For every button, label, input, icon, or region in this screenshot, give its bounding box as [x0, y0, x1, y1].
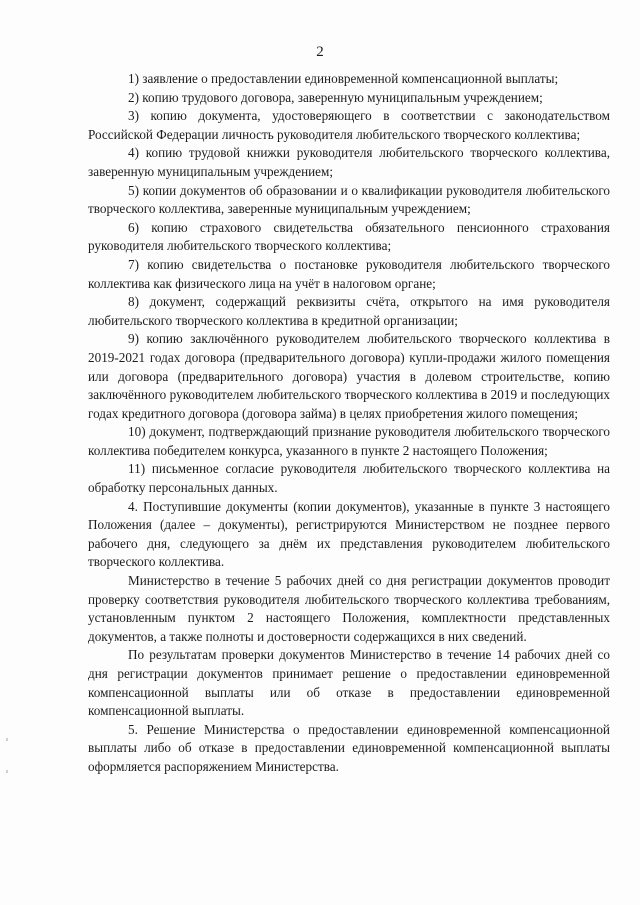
verification-paragraph: Министерство в течение 5 рабочих дней со дня регистрации документов проводит проверку соответствия руководителя любительского творческого коллектива требованиям, установленным пунктом 2 настоящего Положения, комплектности представленных документов, а также полноты и достоверности содержащихся в них сведений.: [88, 573, 610, 644]
list-item-1: 1) заявление о предоставлении единовременной компенсационной выплаты;: [128, 71, 559, 86]
section-4-paragraph: 4. Поступившие документы (копии документов), указанные в пункте 3 настоящего Положения (далее – документы), регистрируются Министерством не позднее первого рабочего дня, следующего за днём их представления руководителем любительского творческого коллектива.: [88, 498, 610, 570]
section-5-paragraph: 5. Решение Министерства о предоставлении единовременной компенсационной выплаты либо об отказе в предоставлении единовременной компенсационной выплаты оформляется распоряжением Министерства.: [88, 721, 610, 774]
decision-paragraph: По результатам проверки документов Министерство в течение 14 рабочих дней со дня регистрации документов принимает решение о предоставлении единовременной компенсационной выплаты или об отказе в предоставлении единовременной компенсационной выплаты.: [88, 647, 610, 719]
list-item-6: 6) копию страхового свидетельства обязательного пенсионного страхования руководителя любительского творческого коллектива;: [88, 219, 610, 254]
list-item-4: 4) копию трудовой книжки руководителя любительского творческого коллектива, заверенную муниципальным учреждением;: [88, 145, 610, 179]
scan-speck: [6, 738, 8, 741]
list-item-7: 7) копию свидетельства о постановке руководителя любительского творческого коллектива как физического лица на учёт в налоговом органе;: [88, 256, 610, 291]
scan-speck: [6, 770, 8, 773]
list-item-9: 9) копию заключённого руководителем любительского творческого коллектива в 2019-2021 годах договора (предварительного договора) купли-продажи жилого помещения или договора (предварительного договора) участия в долевом строительстве, копию заключённого руководителем любительского творческого коллектива в 2019 и последующих годах кредитного договора (договора займа) в целях приобретения жилого помещения;: [88, 331, 610, 421]
list-item-8: 8) документ, содержащий реквизиты счёта, открытого на имя руководителя любительского творческого коллектива в кредитной организации;: [88, 294, 610, 328]
list-item-3: 3) копию документа, удостоверяющего в соответствии с законодательством Российской Федерации личность руководителя любительского творческого коллектива;: [88, 108, 610, 142]
page-number: 2: [316, 44, 324, 60]
document-body: [88, 70, 610, 777]
list-item-2: 2) копию трудового договора, заверенную муниципальным учреждением;: [128, 89, 543, 105]
list-item-5: 5) копии документов об образовании и о квалификации руководителя любительского творческого коллектива, заверенные муниципальным учреждением;: [88, 182, 610, 217]
list-item-10: 10) документ, подтверждающий признание руководителя любительского творческого коллектива победителем конкурса, указанного в пункте 2 настоящего Положения;: [88, 424, 610, 458]
list-item-11: 11) письменное согласие руководителя любительского творческого коллектива на обработку персональных данных.: [88, 461, 610, 496]
